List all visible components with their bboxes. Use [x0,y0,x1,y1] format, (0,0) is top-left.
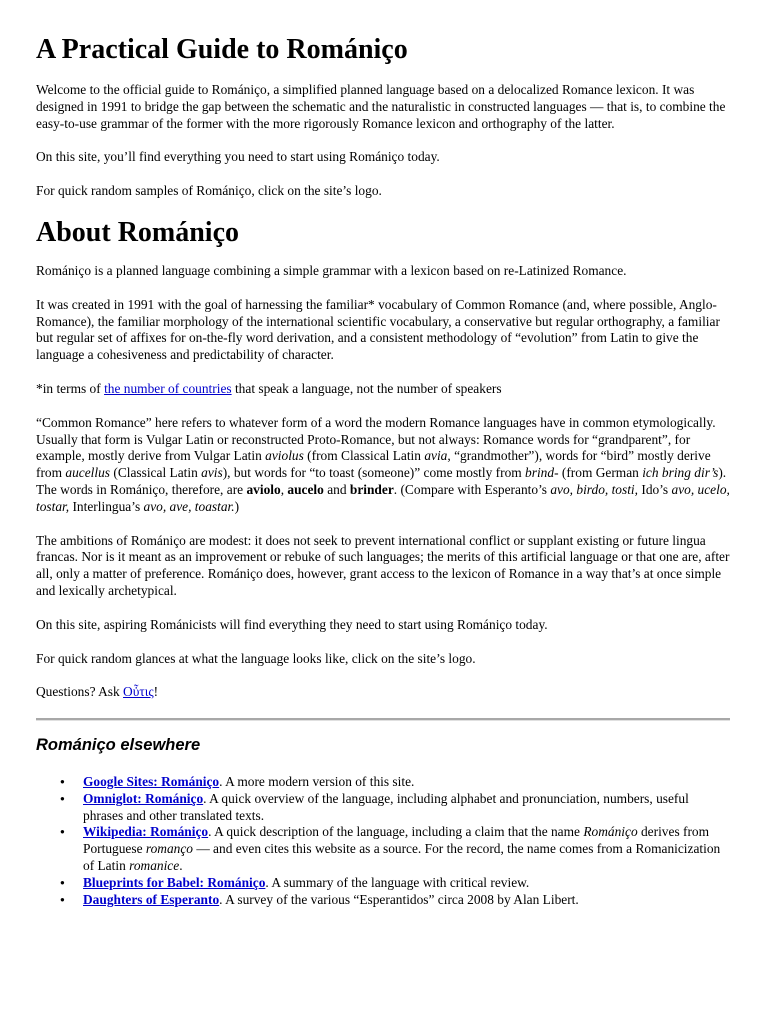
page-title: A Practical Guide to Romániço [36,34,408,65]
item-description: . A summary of the language with critical review. [265,874,530,890]
text: Ido’s [638,481,672,497]
about-paragraph-5: On this site, aspiring Románicists will find everything they need to start using Romániço today. [36,616,548,632]
term: brind- [525,465,559,481]
elsewhere-list [36,774,730,908]
intro-paragraph-3: For quick random samples of Romániço, click on the site’s logo. [36,183,382,199]
item-description: — and even cites this website as a source. For the record, the name comes from a Romanicization of Latin [83,841,721,873]
term: ich bring dir’s [642,465,719,481]
term: aviolus [265,448,304,464]
item-description: . [179,857,183,873]
romanico-word: brinder [349,481,394,497]
intro-paragraph-2: On this site, you’ll find everything you need to start using Romániço today. [36,149,440,165]
text: (from Classical Latin [303,448,425,464]
term: avo, ave, toastar. [143,498,235,514]
term: aucellus [65,465,111,481]
questions-text: ! [153,684,159,700]
item-description: . A more modern version of this site. [219,773,415,789]
romanico-word: aucelo [287,481,324,497]
term: avo, ucelo, tostar, [36,481,730,514]
about-paragraph-1: Romániço is a planned language combining a simple grammar with a lexicon based on re-Latinized Romance. [36,262,627,278]
blueprints-for-babel-link[interactable]: Blueprints for Babel: Romániço [83,874,266,890]
text: ). The words in Romániço, therefore, are [36,465,727,497]
footnote [36,381,730,398]
text: , [280,481,288,497]
text: ) [234,498,240,514]
term: romanço [145,841,193,857]
list-item [83,791,730,825]
item-description: . A quick overview of the language, including alphabet and pronunciation, numbers, useful phrases and other translated texts. [83,790,689,823]
list-item [83,774,730,791]
text: “Common Romance” here refers to whatever form of a word the modern Romance languages have in common etymologically. Usually that form is Vulgar Latin or reconstructed Proto-Romance, but not always: Romance words for “grandparent”, for example, mostly derive from Vulgar Latin [36,414,716,464]
about-heading: About Romániço [36,216,240,248]
term: avia [424,448,448,464]
list-item [83,824,730,874]
text: (Classical Latin [110,465,202,481]
daughters-of-esperanto-link[interactable]: Daughters of Esperanto [83,891,220,907]
item-description: . A quick description of the language, including a claim that the name [208,824,584,840]
google-sites-link[interactable]: Google Sites: Romániço [83,773,220,789]
item-description: . A survey of the various “Esperantidos” circa 2008 by Alan Libert. [219,891,579,907]
term: Romániço [583,824,638,840]
number-of-countries-link[interactable]: the number of countries [104,380,232,396]
contact-link[interactable]: Οὖτις [123,684,154,700]
about-paragraph-3 [36,415,730,516]
about-paragraph-2: It was created in 1991 with the goal of harnessing the familiar* vocabulary of Common Romance (and, where possible, Anglo-Romance), the familiar morphology of the international scientific vocabulary, a conservative but regular orthography, a familiar but regular set of affixes for on-the-fly word derivation, and a consistent methodology of “evolution” from Latin to give the language a cohesiveness and predictability of character. [36,296,720,363]
questions-line [36,684,730,701]
term: romanice [129,857,180,873]
text: Interlingua’s [69,498,144,514]
footnote-text-before: *in terms of [36,380,105,396]
item-description: derives from Portuguese [83,824,710,857]
term: avis [201,465,223,481]
list-item [83,875,730,892]
wikipedia-link[interactable]: Wikipedia: Romániço [83,824,209,840]
elsewhere-heading: Romániço elsewhere [36,736,201,755]
text: (from German [558,465,643,481]
text: and [323,481,350,497]
about-paragraph-4: The ambitions of Romániço are modest: it does not seek to prevent international conflict or supplant existing or future lingua francas. Nor is it meant as an improvement or rebuke of such languages; the merits of this artificial language or that one are, after all, only a matter of preference. Romániço does, however, grant access to the lexicon of Romance in a way that’s at once simple and lexically archetypical. [36,532,730,598]
text: . (Compare with Esperanto’s [393,481,551,497]
divider [36,718,730,721]
about-paragraph-6: For quick random glances at what the language looks like, click on the site’s logo. [36,650,476,666]
text: , “grandmother”), words for “bird” mostly derive from [36,448,711,481]
questions-text: Questions? Ask [36,684,124,700]
term: avo, birdo, tosti, [550,481,639,497]
romanico-word: aviolo [246,481,281,497]
intro-paragraph-1: Welcome to the official guide to Romániço, a simplified planned language based on a delocalized Romance lexicon. It was designed in 1991 to bridge the gap between the schematic and the naturalistic in constructed languages — that is, to combine the easy-to-use grammar of the former with the more rigorously Romance lexicon and orthography of the latter. [36,82,726,131]
text: ), but words for “to toast (someone)” come mostly from [222,465,526,481]
footnote-text-after: that speak a language, not the number of speakers [231,380,502,396]
omniglot-link[interactable]: Omniglot: Romániço [83,790,204,806]
list-item [83,892,730,909]
